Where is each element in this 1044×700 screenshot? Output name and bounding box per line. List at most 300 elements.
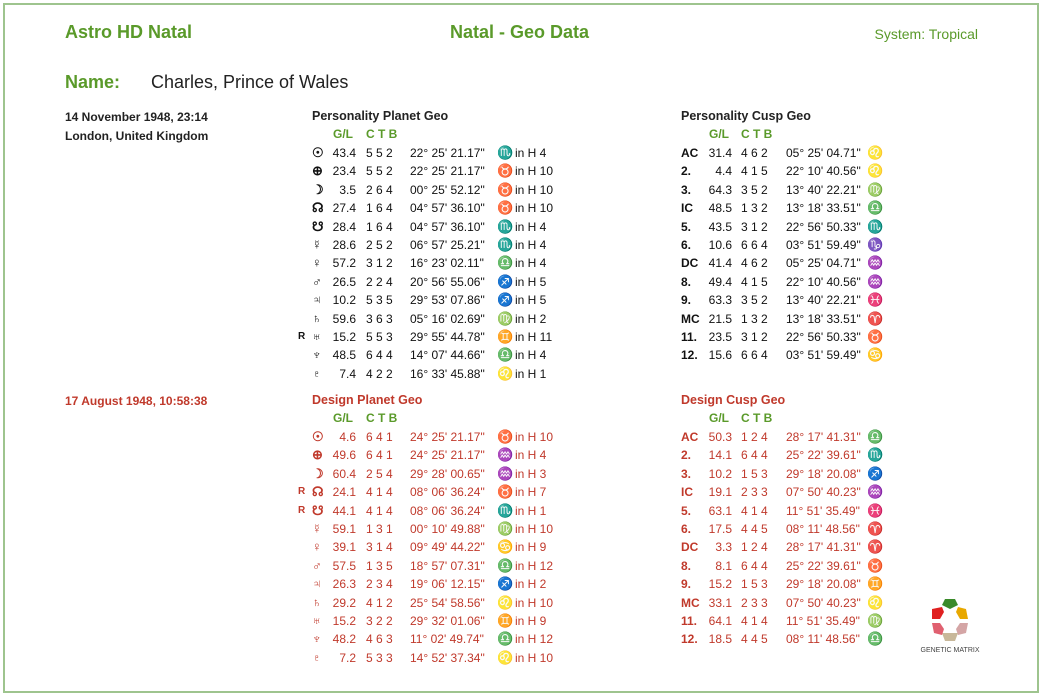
cell-sym: ♃ xyxy=(312,576,322,592)
cell-ctb: 5 3 5 xyxy=(366,293,393,308)
cell-house: in H 10 xyxy=(515,201,554,216)
cell-deg: 00° 25' 52.12" xyxy=(410,182,485,197)
cell-ctb: 3 2 2 xyxy=(366,613,393,628)
cell-ctb: 1 3 2 xyxy=(741,311,768,326)
cell-house: in H 5 xyxy=(515,293,547,308)
cell-ctb: 4 1 4 xyxy=(741,503,768,518)
cell-deg: 22° 10' 40.56" xyxy=(786,164,861,179)
cell-gl: 18.5 xyxy=(708,632,732,647)
cell-house: in H 4 xyxy=(515,256,547,271)
cell-ctb: 4 4 5 xyxy=(741,521,768,536)
cell-house: in H 7 xyxy=(515,485,547,500)
cell-house: in H 4 xyxy=(515,348,547,363)
cell-gl: 7.2 xyxy=(339,650,356,665)
cell-gl: 39.1 xyxy=(332,540,356,555)
cusp-row xyxy=(681,520,891,538)
cell-deg: 29° 55' 44.78" xyxy=(410,329,485,344)
cell-deg: 03° 51' 59.49" xyxy=(786,237,861,252)
cell-ctb: 6 4 4 xyxy=(741,558,768,573)
cusp-row xyxy=(681,446,891,464)
cell-deg: 13° 40' 22.21" xyxy=(786,293,861,308)
ctb-header: C T B xyxy=(366,411,398,425)
cell-deg: 29° 18' 20.08" xyxy=(786,466,861,481)
cell-gl: 10.2 xyxy=(332,293,356,308)
personality-meta xyxy=(65,108,208,146)
cell-house: in H 4 xyxy=(515,237,547,252)
cell-ctb: 3 1 2 xyxy=(741,219,768,234)
cell-deg: 28° 17' 41.31" xyxy=(786,540,861,555)
cell-sign: ♏ xyxy=(497,502,514,518)
section-title: Personality Planet Geo xyxy=(312,109,449,123)
cell-house: in H 10 xyxy=(515,650,554,665)
cell-gl: 15.2 xyxy=(332,329,356,344)
cell-deg: 09° 49' 44.22" xyxy=(410,540,485,555)
cell-sym: ☉ xyxy=(312,429,324,444)
cell-sign: ♎ xyxy=(497,347,514,363)
cell-sign: ♉ xyxy=(497,484,514,500)
cell-deg: 19° 06' 12.15" xyxy=(410,577,485,592)
cell-ctb: 4 6 2 xyxy=(741,146,768,160)
cell-sign: ♏ xyxy=(867,447,884,463)
cell-gl: 60.4 xyxy=(332,466,356,481)
design-date: 17 August 1948, 10:58:38 xyxy=(65,394,208,408)
cell-deg: 28° 17' 41.31" xyxy=(786,430,861,444)
cusp-row xyxy=(681,144,891,162)
cell-gl: 64.3 xyxy=(708,182,732,197)
cell-house: in H 10 xyxy=(515,430,554,444)
cell-ctb: 3 6 3 xyxy=(366,311,393,326)
cell-deg: 05° 16' 02.69" xyxy=(410,311,485,326)
logo-segment xyxy=(956,607,968,619)
cell-sign: ♌ xyxy=(867,163,884,179)
cell-deg: 08° 11' 48.56" xyxy=(786,521,860,536)
planet-row xyxy=(296,346,576,364)
cell-pre: R xyxy=(298,504,306,516)
cell-sym: ⊕ xyxy=(312,163,323,179)
cell-ctb: 4 6 2 xyxy=(741,256,768,271)
column-header xyxy=(681,124,891,144)
cell-gl: 23.4 xyxy=(332,164,356,179)
cell-sym: ☋ xyxy=(312,218,324,234)
cell-sym: ☽ xyxy=(312,181,324,197)
cell-label: 3. xyxy=(681,182,692,197)
cell-sign: ♏ xyxy=(497,218,514,234)
rows xyxy=(296,428,576,667)
design-cusp-section xyxy=(681,392,891,649)
cell-ctb: 4 2 2 xyxy=(366,366,393,381)
cell-sign: ♎ xyxy=(867,429,884,444)
cell-gl: 8.1 xyxy=(715,558,732,573)
planet-row xyxy=(296,428,576,446)
column-header xyxy=(296,124,576,144)
cell-sym: ☉ xyxy=(312,145,324,160)
section-title: Personality Cusp Geo xyxy=(681,109,811,123)
cell-label: IC xyxy=(681,201,693,216)
cell-label: AC xyxy=(681,430,699,444)
planet-row xyxy=(296,520,576,538)
cell-deg: 04° 57' 36.10" xyxy=(410,219,485,234)
planet-row xyxy=(296,365,576,383)
gl-header: G/L xyxy=(709,411,729,425)
section-title: Design Planet Geo xyxy=(312,393,423,407)
cell-ctb: 4 1 5 xyxy=(741,274,768,289)
cell-sym: ♄ xyxy=(312,594,322,610)
cell-gl: 3.5 xyxy=(339,182,356,197)
cell-sign: ♒ xyxy=(867,273,884,289)
cell-ctb: 6 4 4 xyxy=(366,348,393,363)
cell-gl: 3.3 xyxy=(715,540,732,555)
cell-sign: ♏ xyxy=(497,145,514,160)
cell-ctb: 5 3 3 xyxy=(366,650,393,665)
cell-gl: 29.2 xyxy=(332,595,356,610)
cell-ctb: 4 1 4 xyxy=(741,613,768,628)
cell-house: in H 2 xyxy=(515,577,547,592)
cell-label: 12. xyxy=(681,348,698,363)
cell-house: in H 10 xyxy=(515,521,554,536)
personality-place: London, United Kingdom xyxy=(65,129,209,143)
cell-deg: 08° 11' 48.56" xyxy=(786,632,860,647)
cell-sign: ♎ xyxy=(497,557,514,573)
cell-sign: ♍ xyxy=(497,520,514,536)
cell-deg: 11° 51' 35.49" xyxy=(786,503,860,518)
cell-gl: 4.4 xyxy=(715,164,732,179)
cell-sign: ♏ xyxy=(867,218,884,234)
cusp-row xyxy=(681,483,891,501)
cell-sign: ♌ xyxy=(867,145,884,160)
cell-label: 11. xyxy=(681,613,698,628)
cell-gl: 57.2 xyxy=(332,256,356,271)
cell-ctb: 3 5 2 xyxy=(741,293,768,308)
cusp-row xyxy=(681,346,891,364)
cell-deg: 08° 06' 36.24" xyxy=(410,485,485,500)
cell-label: 9. xyxy=(681,577,692,592)
cell-deg: 25° 54' 58.56" xyxy=(410,595,485,610)
cell-sign: ♒ xyxy=(867,484,884,500)
cell-gl: 57.5 xyxy=(332,558,356,573)
cell-label: AC xyxy=(681,146,699,160)
cell-sign: ♒ xyxy=(867,255,884,271)
cell-deg: 22° 10' 40.56" xyxy=(786,274,861,289)
cell-deg: 13° 18' 33.51" xyxy=(786,201,861,216)
rows xyxy=(681,144,891,365)
cell-sym: ☿ xyxy=(312,520,322,536)
cell-sign: ♊ xyxy=(497,328,514,344)
cusp-row xyxy=(681,538,891,556)
cusp-row xyxy=(681,181,891,199)
cell-ctb: 2 3 3 xyxy=(741,595,768,610)
cell-sym: ♅ xyxy=(312,612,322,628)
cell-sign: ♐ xyxy=(867,465,884,481)
cusp-row xyxy=(681,310,891,328)
cell-gl: 48.5 xyxy=(708,201,732,216)
cell-house: in H 10 xyxy=(515,182,554,197)
cell-sym: ♄ xyxy=(312,310,322,326)
cell-sym: ♀ xyxy=(312,255,322,271)
cell-sign: ♈ xyxy=(867,520,884,536)
gl-header: G/L xyxy=(333,411,353,425)
cell-label: MC xyxy=(681,595,700,610)
planet-row xyxy=(296,575,576,593)
cell-sign: ♒ xyxy=(497,465,514,481)
name-label: Name: xyxy=(65,72,121,92)
gl-header: G/L xyxy=(709,127,729,141)
cell-gl: 10.6 xyxy=(708,237,732,252)
cell-label: 8. xyxy=(681,558,692,573)
cell-deg: 00° 10' 49.88" xyxy=(410,521,485,536)
cell-ctb: 1 3 2 xyxy=(741,201,768,216)
cell-sign: ♍ xyxy=(867,181,884,197)
person-name: Charles, Prince of Wales xyxy=(151,72,349,92)
cell-deg: 05° 25' 04.71" xyxy=(786,146,861,160)
cell-gl: 14.1 xyxy=(708,448,732,463)
cell-gl: 48.5 xyxy=(332,348,356,363)
app-title: Astro HD Natal xyxy=(65,22,193,42)
cell-house: in H 4 xyxy=(515,146,547,160)
cell-label: 5. xyxy=(681,219,692,234)
cell-label: 12. xyxy=(681,632,698,647)
cell-sign: ♉ xyxy=(497,429,514,444)
planet-row xyxy=(296,328,576,346)
page-title: Natal - Geo Data xyxy=(450,22,590,42)
cell-house: in H 2 xyxy=(515,311,547,326)
cell-label: 6. xyxy=(681,237,692,252)
cell-house: in H 4 xyxy=(515,219,547,234)
cell-gl: 59.6 xyxy=(332,311,356,326)
cell-sym: ☽ xyxy=(312,465,324,481)
cell-ctb: 2 5 4 xyxy=(366,466,393,481)
rows xyxy=(681,428,891,649)
cell-ctb: 6 4 4 xyxy=(741,448,768,463)
cell-ctb: 3 1 2 xyxy=(741,329,768,344)
design-planet-section xyxy=(296,392,576,667)
cell-gl: 7.4 xyxy=(339,366,356,381)
cell-deg: 29° 32' 01.06" xyxy=(410,613,485,628)
cell-label: 3. xyxy=(681,466,692,481)
cell-pre: R xyxy=(298,330,306,342)
logo-segment xyxy=(932,607,944,619)
personality-cusp-section xyxy=(681,108,891,365)
cell-gl: 48.2 xyxy=(332,632,356,647)
cell-deg: 16° 33' 45.88" xyxy=(410,366,485,381)
cusp-row xyxy=(681,557,891,575)
cell-gl: 15.2 xyxy=(708,577,732,592)
cell-deg: 06° 57' 25.21" xyxy=(410,237,485,252)
cell-ctb: 2 3 4 xyxy=(366,577,393,592)
ctb-header: C T B xyxy=(741,411,773,425)
cell-sign: ♓ xyxy=(867,502,884,518)
cusp-row xyxy=(681,502,891,520)
cell-sign: ♐ xyxy=(497,273,514,289)
cell-ctb: 4 4 5 xyxy=(741,632,768,647)
cell-sign: ♐ xyxy=(497,292,514,308)
cell-deg: 14° 52' 37.34" xyxy=(410,650,485,665)
cell-label: 11. xyxy=(681,329,698,344)
cell-gl: 26.5 xyxy=(332,274,356,289)
cell-ctb: 3 1 2 xyxy=(366,256,393,271)
cell-sign: ♐ xyxy=(497,576,514,592)
cell-house: in H 10 xyxy=(515,595,554,610)
cell-sign: ♑ xyxy=(867,236,884,252)
cell-ctb: 4 1 2 xyxy=(366,595,393,610)
cell-ctb: 1 3 5 xyxy=(366,558,393,573)
cell-sym: ☊ xyxy=(312,484,324,500)
cell-ctb: 1 5 3 xyxy=(741,577,768,592)
system-label: System: Tropical xyxy=(874,26,978,42)
cell-label: IC xyxy=(681,485,693,500)
cell-ctb: 2 3 3 xyxy=(741,485,768,500)
planet-row xyxy=(296,557,576,575)
cell-deg: 07° 50' 40.23" xyxy=(786,595,861,610)
cell-house: in H 5 xyxy=(515,274,547,289)
cell-deg: 22° 56' 50.33" xyxy=(786,329,861,344)
cell-house: in H 12 xyxy=(515,632,554,647)
cell-ctb: 1 5 3 xyxy=(741,466,768,481)
cell-gl: 24.1 xyxy=(332,485,356,500)
cell-sign: ♒ xyxy=(497,447,514,463)
planet-row xyxy=(296,465,576,483)
cell-sign: ♉ xyxy=(867,557,884,573)
cell-house: in H 1 xyxy=(515,366,547,381)
planet-row xyxy=(296,144,576,162)
cell-ctb: 5 5 3 xyxy=(366,329,393,344)
planet-row xyxy=(296,236,576,254)
cell-label: 2. xyxy=(681,164,692,179)
cell-deg: 25° 22' 39.61" xyxy=(786,448,861,463)
cell-sign: ♎ xyxy=(867,631,884,647)
cell-sign: ♈ xyxy=(867,310,884,326)
cell-gl: 27.4 xyxy=(332,201,356,216)
cell-sign: ♊ xyxy=(497,612,514,628)
cusp-row xyxy=(681,254,891,272)
cell-deg: 16° 23' 02.11" xyxy=(410,256,484,271)
cell-sym: ♇ xyxy=(312,365,322,381)
cell-sign: ♍ xyxy=(497,310,514,326)
cell-sign: ♎ xyxy=(497,631,514,647)
section-title: Design Cusp Geo xyxy=(681,393,786,407)
cell-label: 8. xyxy=(681,274,692,289)
cell-ctb: 6 6 4 xyxy=(741,237,768,252)
planet-row xyxy=(296,162,576,180)
cusp-row xyxy=(681,199,891,217)
planet-row xyxy=(296,254,576,272)
cell-sign: ♎ xyxy=(497,255,514,271)
cusp-row xyxy=(681,575,891,593)
cell-sign: ♉ xyxy=(497,181,514,197)
planet-row xyxy=(296,181,576,199)
cell-sign: ♉ xyxy=(497,163,514,179)
cell-ctb: 2 6 4 xyxy=(366,182,393,197)
cell-deg: 04° 57' 36.10" xyxy=(410,201,485,216)
genetic-matrix-logo xyxy=(910,595,990,657)
cell-label: DC xyxy=(681,256,699,271)
cell-sym: ♀ xyxy=(312,539,322,555)
planet-row xyxy=(296,538,576,556)
cell-sign: ♋ xyxy=(867,347,884,363)
cell-house: in H 10 xyxy=(515,164,554,179)
cell-gl: 21.5 xyxy=(708,311,732,326)
cell-sign: ♍ xyxy=(867,612,884,628)
cell-ctb: 1 2 4 xyxy=(741,430,768,444)
cell-label: 9. xyxy=(681,293,692,308)
cell-sign: ♌ xyxy=(867,594,884,610)
planet-row xyxy=(296,594,576,612)
cell-deg: 29° 28' 00.65" xyxy=(410,466,485,481)
cell-gl: 17.5 xyxy=(708,521,732,536)
cell-gl: 28.4 xyxy=(332,219,356,234)
cusp-row xyxy=(681,428,891,446)
cusp-row xyxy=(681,630,891,648)
logo-text: GENETIC MATRIX xyxy=(920,647,980,654)
cell-gl: 10.2 xyxy=(708,466,732,481)
cusp-row xyxy=(681,218,891,236)
planet-row xyxy=(296,310,576,328)
cell-deg: 08° 06' 36.24" xyxy=(410,503,485,518)
cell-deg: 13° 18' 33.51" xyxy=(786,311,861,326)
cell-gl: 4.6 xyxy=(339,430,356,444)
logo-icon xyxy=(910,595,990,647)
cell-gl: 41.4 xyxy=(708,256,732,271)
cell-gl: 64.1 xyxy=(708,613,732,628)
cell-ctb: 6 6 4 xyxy=(741,348,768,363)
cell-pre: R xyxy=(298,486,306,498)
cell-ctb: 4 6 3 xyxy=(366,632,393,647)
cell-gl: 23.5 xyxy=(708,329,732,344)
rows xyxy=(296,144,576,383)
cell-sign: ♈ xyxy=(867,539,884,555)
cell-deg: 11° 02' 49.74" xyxy=(410,632,484,647)
cell-deg: 24° 25' 21.17" xyxy=(410,448,485,463)
cell-gl: 19.1 xyxy=(708,485,732,500)
ctb-header: C T B xyxy=(741,127,773,141)
planet-row xyxy=(296,273,576,291)
cusp-row xyxy=(681,328,891,346)
cell-ctb: 2 5 2 xyxy=(366,237,393,252)
cell-sym: ♇ xyxy=(312,649,322,665)
cell-sign: ♋ xyxy=(497,539,514,555)
cell-ctb: 3 5 2 xyxy=(741,182,768,197)
cell-sign: ♏ xyxy=(497,236,514,252)
cell-deg: 03° 51' 59.49" xyxy=(786,348,861,363)
cell-ctb: 4 1 4 xyxy=(366,503,393,518)
logo-segment xyxy=(932,623,944,635)
planet-row xyxy=(296,612,576,630)
ctb-header: C T B xyxy=(366,127,398,141)
cusp-row xyxy=(681,594,891,612)
cell-sym: ⊕ xyxy=(312,447,323,463)
cell-ctb: 4 1 5 xyxy=(741,164,768,179)
cell-ctb: 3 1 4 xyxy=(366,540,393,555)
cell-gl: 15.2 xyxy=(332,613,356,628)
cell-sign: ♌ xyxy=(497,594,514,610)
planet-row xyxy=(296,649,576,667)
cell-deg: 11° 51' 35.49" xyxy=(786,613,860,628)
cell-label: 2. xyxy=(681,448,692,463)
cell-deg: 07° 50' 40.23" xyxy=(786,485,861,500)
cell-sym: ☋ xyxy=(312,502,324,518)
cell-gl: 44.1 xyxy=(332,503,356,518)
cell-deg: 29° 53' 07.86" xyxy=(410,293,485,308)
cell-deg: 05° 25' 04.71" xyxy=(786,256,861,271)
cell-deg: 22° 25' 21.17" xyxy=(410,164,485,179)
cusp-row xyxy=(681,291,891,309)
cell-gl: 28.6 xyxy=(332,237,356,252)
cell-label: 6. xyxy=(681,521,692,536)
cell-house: in H 3 xyxy=(515,466,547,481)
planet-row xyxy=(296,502,576,520)
cell-deg: 25° 22' 39.61" xyxy=(786,558,861,573)
cusp-row xyxy=(681,162,891,180)
cell-deg: 18° 57' 07.31" xyxy=(410,558,485,573)
